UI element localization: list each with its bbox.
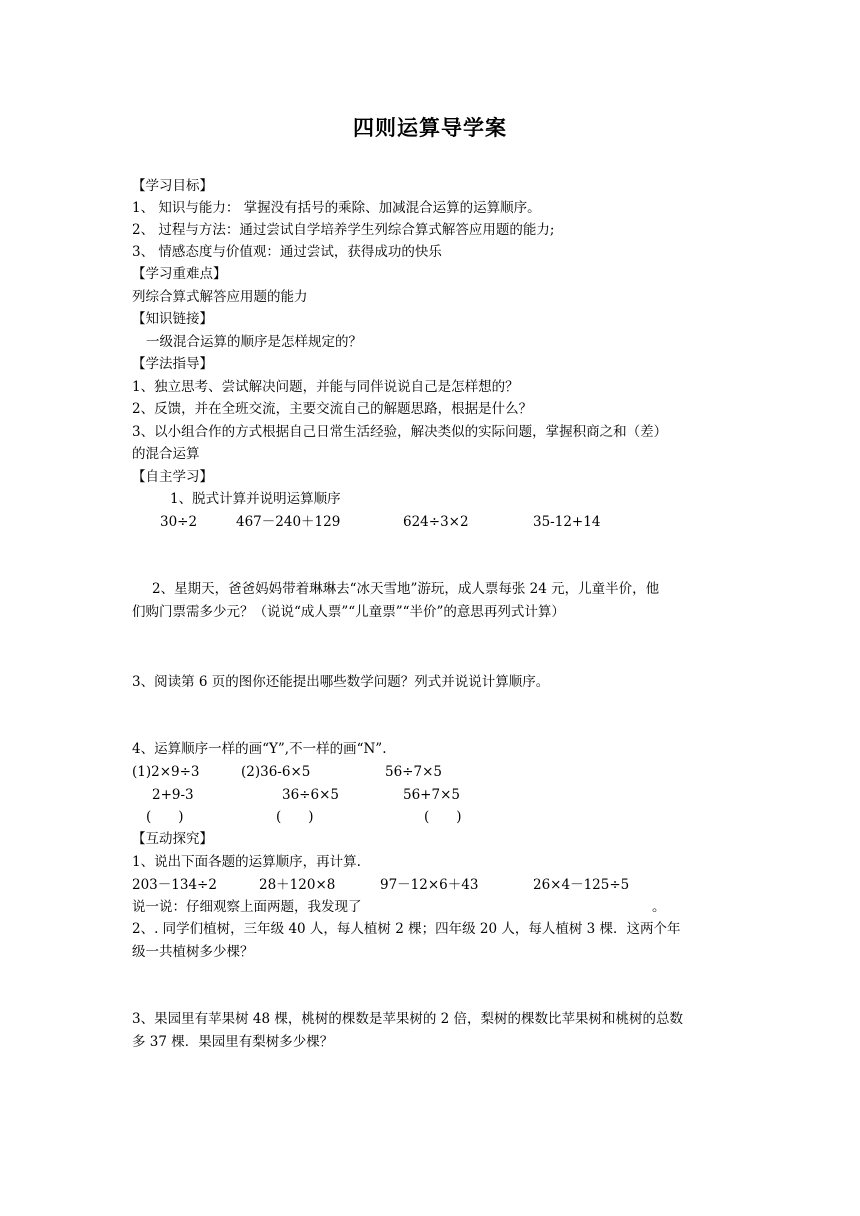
answer-blank[interactable]: ( ) xyxy=(424,809,462,825)
guide-item-1: 1、独立思考、尝试解决问题，并能与同伴说说自己是怎样想的？ xyxy=(132,379,519,395)
calc-expression: 28＋120×8 xyxy=(259,877,336,893)
calc-expression: 203－134÷2 xyxy=(132,877,217,893)
compare-expression: 2+9-3 xyxy=(152,787,194,803)
guide-item-3-line2: 的混合运算 xyxy=(132,446,200,462)
interactive-q1: 1、说出下面各题的运算顺序，再计算. xyxy=(132,854,361,870)
calc-expression: 30÷2 xyxy=(160,514,198,530)
goal-item-3: 3、 情感态度与价值观：通过尝试，获得成功的快乐 xyxy=(132,244,442,260)
knowledge-link-question: 一级混合运算的顺序是怎样规定的？ xyxy=(146,334,362,350)
self-study-q2-line2: 们购门票需多少元？（说说“成人票”“儿童票”“半价”的意思再列式计算） xyxy=(132,604,565,620)
calc-expression: 26×4－125÷5 xyxy=(533,877,630,893)
section-heading-self-study: 【自主学习】 xyxy=(132,469,213,485)
calc-expression: 35-12+14 xyxy=(533,514,601,530)
interactive-q3-line2: 多 37 棵．果园里有梨树多少棵？ xyxy=(132,1034,334,1050)
guide-item-2: 2、反馈，并在全班交流，主要交流自己的解题思路，根据是什么？ xyxy=(132,401,533,417)
interactive-q2-line2: 级一共植树多少棵？ xyxy=(132,944,254,960)
compare-expression: (1)2×9÷3 xyxy=(132,764,200,780)
self-study-q3: 3、阅读第 6 页的图你还能提出哪些数学问题？列式并说说计算顺序。 xyxy=(132,674,550,690)
guide-item-3-line1: 3、以小组合作的方式根据自己日常生活经验，解决类似的实际问题，掌握积商之和（差） xyxy=(132,424,668,440)
compare-expression: 56+7×5 xyxy=(403,787,460,803)
goal-item-1: 1、 知识与能力： 掌握没有括号的乘除、加减混合运算的运算顺序。 xyxy=(132,200,541,216)
section-heading-method-guide: 【学法指导】 xyxy=(132,356,213,372)
page-title: 四则运算导学案 xyxy=(353,115,507,140)
compare-expression: 36÷6×5 xyxy=(282,787,339,803)
self-study-q2-line1: 2、星期天，爸爸妈妈带着琳琳去“冰天雪地”游玩，成人票每张 24 元，儿童半价，他 xyxy=(152,581,660,597)
interactive-q2-line1: 2、. 同学们植树，三年级 40 人，每人植树 2 棵；四年级 20 人，每人植树 3 棵．这两个年 xyxy=(132,921,681,937)
answer-blank[interactable]: ( ) xyxy=(146,809,184,825)
goal-item-2: 2、 过程与方法：通过尝试自学培养学生列综合算式解答应用题的能力; xyxy=(132,222,555,238)
self-study-q1: 1、脱式计算并说明运算顺序 xyxy=(170,491,341,507)
section-heading-goals: 【学习目标】 xyxy=(132,178,213,194)
calc-expression: 624÷3×2 xyxy=(403,514,469,530)
answer-blank[interactable]: ( ) xyxy=(276,809,314,825)
compare-expression: 56÷7×5 xyxy=(385,764,442,780)
self-study-q4: 4、运算顺序一样的画“Y”,不一样的画“N”. xyxy=(132,741,387,757)
section-heading-keypoints: 【学习重难点】 xyxy=(132,266,227,282)
compare-expression: (2)36-6×5 xyxy=(241,764,311,780)
section-heading-knowledge-link: 【知识链接】 xyxy=(132,311,213,327)
calc-expression: 467－240＋129 xyxy=(236,514,341,530)
interactive-q3-line1: 3、果园里有苹果树 48 棵，桃树的棵数是苹果树的 2 倍，梨树的棵数比苹果树和桃树的总数 xyxy=(132,1011,684,1027)
calc-expression: 97－12×6＋43 xyxy=(380,877,479,893)
observation-end-mark: 。 xyxy=(652,899,666,915)
keypoint-text: 列综合算式解答应用题的能力 xyxy=(132,289,308,305)
section-heading-interactive: 【互动探究】 xyxy=(132,831,213,847)
observation-prompt: 说一说：仔细观察上面两题，我发现了 xyxy=(132,899,362,915)
